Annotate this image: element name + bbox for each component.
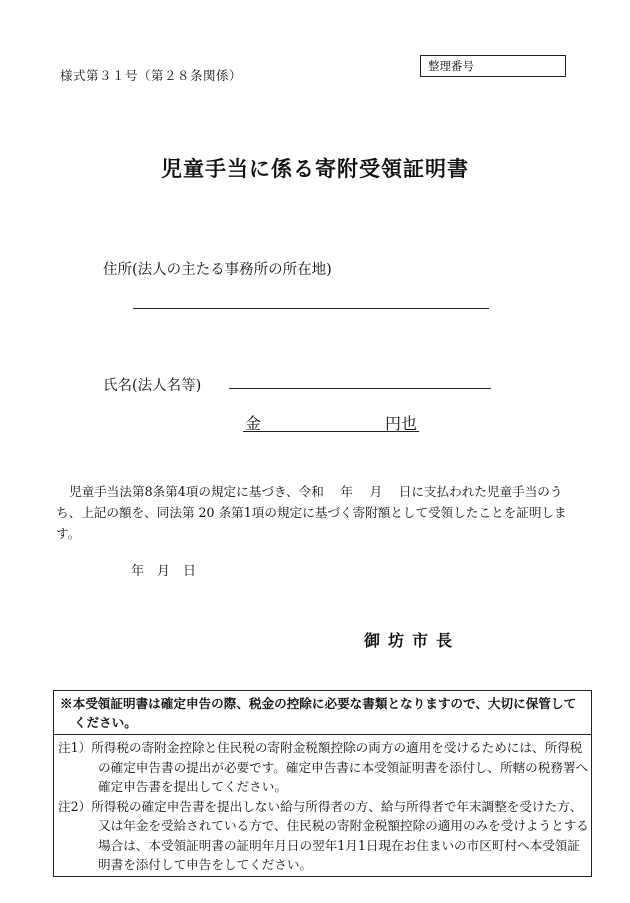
note-1: 注1）所得税の寄附金控除と住民税の寄附金税額控除の両方の適用を受けるためには、所得税の確定申告書の提出が必要です。確定申告書に本受領証明書を添付し、所轄の税務署へ確定申告書を提出してください。 (58, 740, 589, 794)
form-number: 様式第３１号（第２８条関係） (60, 68, 243, 83)
notes-box (53, 690, 592, 877)
issue-date: 年 月 日 (131, 564, 197, 579)
certification-text: 児童手当法第8条第4項の規定に基づき、令和 年 月 日に支払われた児童手当のうち、上記の額を、同法第 20 条第1項の規定に基づく寄附額として受領したことを証明します。 (56, 484, 567, 541)
issuer-name: 御坊市長 (364, 631, 461, 650)
name-field-line[interactable] (229, 388, 491, 389)
document-title: 児童手当に係る寄附受領証明書 (161, 156, 469, 181)
amount-suffix: 円也 (384, 414, 417, 433)
reference-number-box[interactable] (420, 55, 566, 77)
amount-field[interactable] (243, 411, 419, 432)
warning-note: ※本受領証明書は確定申告の際、税金の控除に必要な書類となりますので、大切に保管してください。 (54, 691, 591, 735)
amount-prefix: 金 (245, 414, 262, 433)
address-label: 住所(法人の主たる事務所の所在地) (103, 262, 332, 278)
reference-number-label: 整理番号 (428, 59, 474, 73)
address-field-line[interactable] (133, 308, 489, 309)
name-label: 氏名(法人名等) (103, 378, 202, 394)
note-2: 注2）所得税の確定申告書を提出しない給与所得者の方、給与所得者で年末調整を受けた方、又は年金を受給されている方で、住民税の寄附金税額控除の適用のみを受けようとする場合は、本受領証明書の証明年月日の翌年1月1日現在お住まいの市区町村へ本受領証明書を添付して申告をしてください。 (58, 798, 589, 872)
